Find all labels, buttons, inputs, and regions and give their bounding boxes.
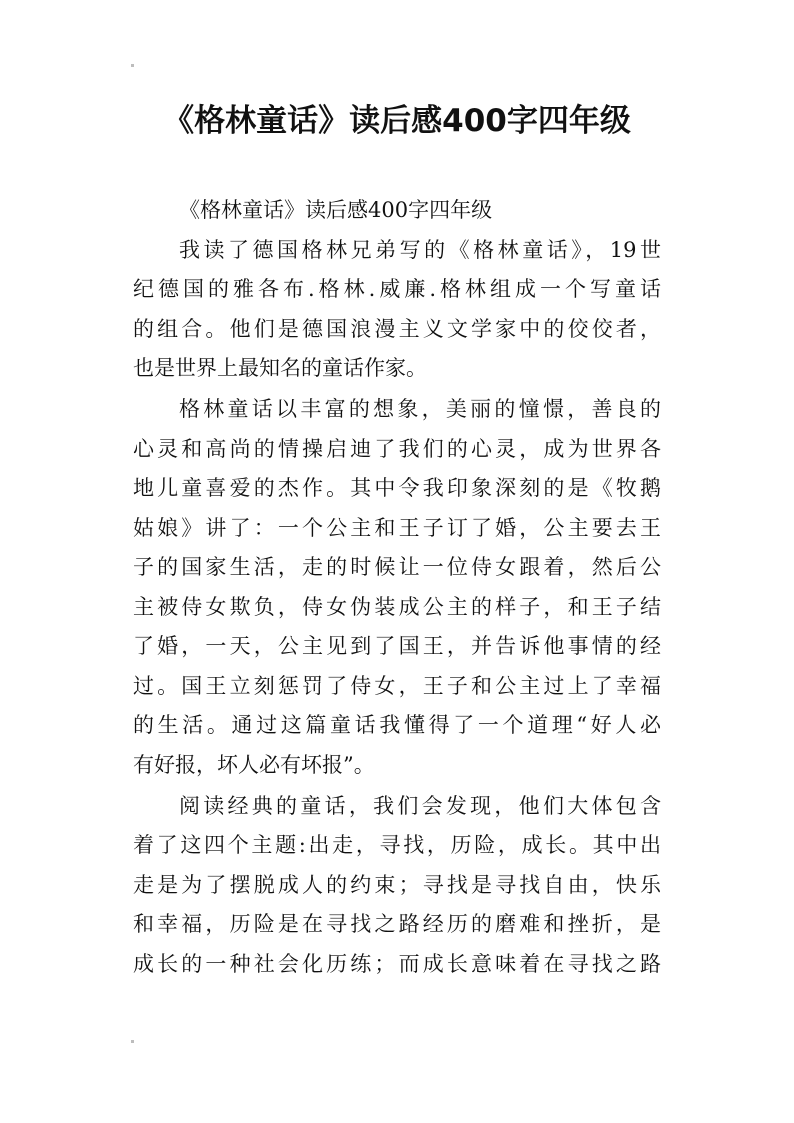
paragraph-2 <box>133 390 661 785</box>
text-line: 子的国家生活，走的时候让一位侍女跟着，然后公 <box>133 555 661 579</box>
corner-crop-mark-top <box>131 64 134 67</box>
text-line: 的生活。通过这篇童话我懂得了一个道理“好人必 <box>133 713 661 737</box>
text-line: 主被侍女欺负，侍女伪装成公主的样子，和王子结 <box>133 594 661 619</box>
text-line: 了婚，一天，公主见到了国王，并告诉他事情的经 <box>133 634 661 658</box>
text-line: 格林童话以丰富的想象，美丽的憧憬，善良的 <box>179 397 661 421</box>
text-line: 成长的一种社会化历练；而成长意味着在寻找之路 <box>133 951 661 976</box>
text-line: 也是世界上最知名的童话作家。 <box>133 356 427 380</box>
text-line: 阅读经典的童话，我们会发现，他们大体包含 <box>179 793 661 818</box>
article-body <box>133 191 661 984</box>
text-line: 地儿童喜爱的杰作。其中令我印象深刻的是《牧鹅 <box>133 476 661 500</box>
text-line: 我读了德国格林兄弟写的《格林童话》，19世 <box>179 237 661 262</box>
article-heading: 《格林童话》读后感400字四年级 <box>179 198 493 222</box>
text-line: 有好报，坏人必有坏报”。 <box>133 752 375 777</box>
text-line: 心灵和高尚的情操启迪了我们的心灵，成为世界各 <box>133 436 661 461</box>
text-line: 着了这四个主题:出走，寻找，历险，成长。其中出 <box>133 833 661 857</box>
text-line: 走是为了摆脱成人的约束；寻找是寻找自由，快乐 <box>133 872 661 897</box>
text-line: 和幸福，历险是在寻找之路经历的磨难和挫折，是 <box>133 912 661 936</box>
text-line: 的组合。他们是德国浪漫主义文学家中的佼佼者， <box>133 316 661 341</box>
text-line: 纪德国的雅各布.格林.威廉.格林组成一个写童话 <box>133 277 661 301</box>
page-title: 《格林童话》读后感400字四年级 <box>163 103 631 139</box>
corner-crop-mark-bottom <box>131 1040 134 1043</box>
paragraph-1 <box>133 231 661 389</box>
text-line: 过。国王立刻惩罚了侍女，王子和公主过上了幸福 <box>133 673 661 698</box>
paragraph-3 <box>133 787 661 985</box>
text-line: 姑娘》讲了：一个公主和王子订了婚，公主要去王 <box>133 515 661 540</box>
